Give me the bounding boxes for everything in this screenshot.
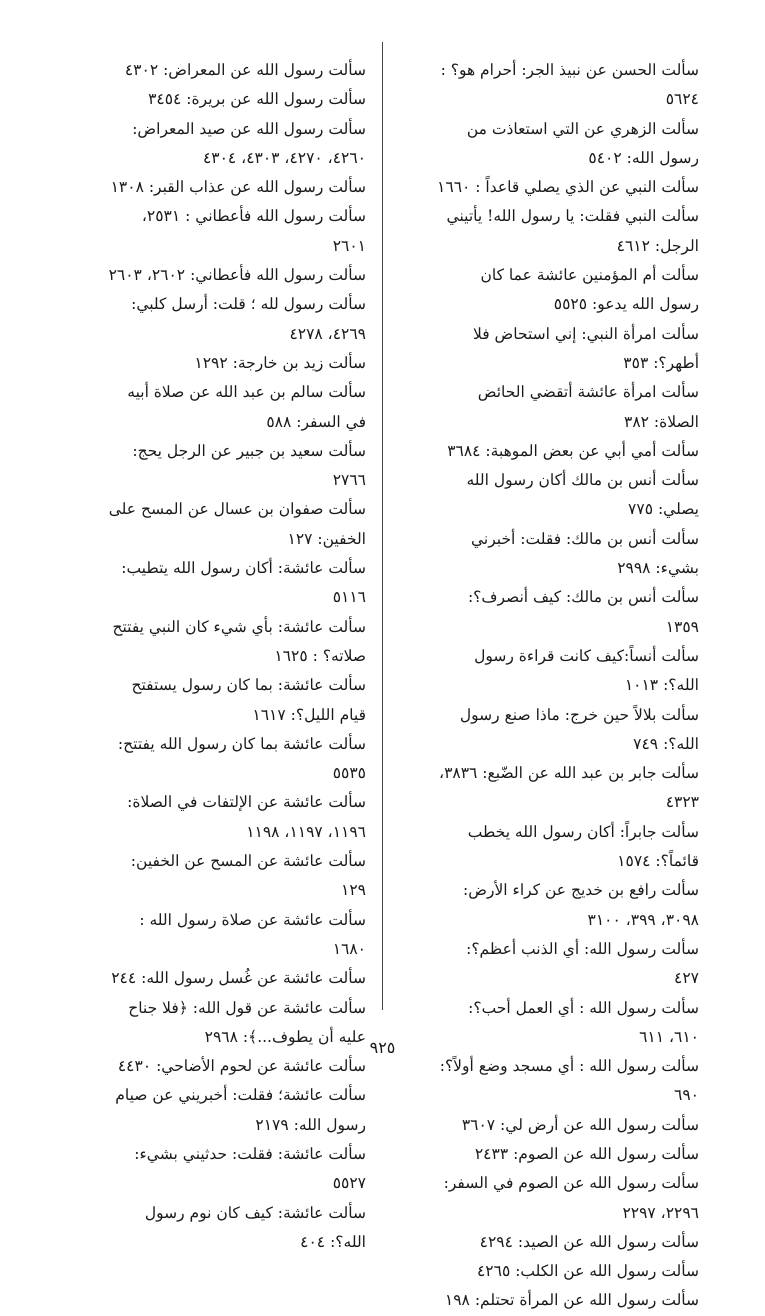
- index-column-left: [104, 56, 366, 1257]
- index-entry: سألت رسول الله عن بريرة: ٣٤٥٤: [148, 90, 366, 109]
- index-column-right: [437, 56, 699, 1316]
- index-entry: سألت رسول الله : أي العمل أحب؟: ٦١٠، ٦١١: [468, 998, 699, 1046]
- index-entry: سألت أم المؤمنين عائشة عما كان رسول الله يدعو: ٥٥٢٥: [480, 266, 699, 314]
- index-entry: سألت رسول الله عن المعراض: ٤٣٠٢: [124, 61, 366, 79]
- index-entry: سألت جابر بن عبد الله عن الضّبع: ٣٨٣٦، ٤٣٢٣: [439, 764, 699, 812]
- index-entry: سألت امرأة النبي: إني استحاض فلا أطهر؟: ٣٥٣: [472, 324, 699, 372]
- index-entry: سألت عائشة عن قول الله: ﴿فلا جناح عليه أن يطوف...﴾: ٢٩٦٨: [128, 998, 366, 1046]
- index-entry: سألت النبي فقلت: يا رسول الله! يأتيني الرجل: ٤٦١٢: [446, 207, 699, 255]
- index-entry: سألت أنس بن مالك: كيف أنصرف؟: ١٣٥٩: [467, 588, 699, 636]
- index-entry: سألت رسول الله فأعطاني: ٢٦٠٢، ٢٦٠٣: [108, 266, 366, 285]
- index-entry: سألت جابراً: أكان رسول الله يخطب قائماً؟: ١٥٧٤: [467, 822, 699, 871]
- index-entry: سألت عائشة: فقلت: حدثيني بشيء: ٥٥٢٧: [134, 1144, 366, 1193]
- index-entry: سألت الحسن عن نبيذ الجر: أحرام هو؟ : ٥٦٢٤: [440, 61, 699, 109]
- index-entry: سألت سعيد بن جبير عن الرجل يحج: ٢٧٦٦: [132, 441, 366, 490]
- index-entry: سألت عائشة: بما كان رسول يستفتح قيام الليل؟: ١٦١٧: [131, 676, 366, 724]
- index-entry: سألت عائشة عن غُسل رسول الله: ٢٤٤: [111, 969, 366, 988]
- index-entry: سألت رسول الله فأعطاني : ٢٥٣١، ٢٦٠١: [141, 207, 366, 255]
- index-entry: سألت الزهري عن التي استعاذت من رسول الله: ٥٤٠٢: [466, 119, 699, 167]
- page-number: ٩٢٥: [369, 1038, 396, 1057]
- index-entry: سألت رسول الله عن المرأة تحتلم: ١٩٨: [444, 1291, 699, 1310]
- index-entry: سألت امرأة عائشة أتقضي الحائض الصلاة: ٣٨٢: [477, 383, 699, 431]
- index-entry: سألت رسول لله ؛ قلت: أرسل كلبي: ٤٢٦٩، ٤٢٧٨: [131, 295, 366, 343]
- index-entry: سألت صفوان بن عسال عن المسح على الخفين: ١٢٧: [108, 500, 366, 548]
- index-entry: سألت رسول الله عن عذاب القبر: ١٣٠٨: [110, 178, 366, 197]
- index-entry: سألت أنس بن مالك أكان رسول الله يصلي: ٧٧٥: [466, 471, 699, 519]
- index-entry: سألت سالم بن عبد الله عن صلاة أبيه في السفر: ٥٨٨: [127, 383, 366, 431]
- index-entry: سألت رسول الله : أي مسجد وضع أولاً؟: ٦٩٠: [439, 1057, 699, 1105]
- index-entry: سألت عائشة عن لحوم الأضاحي: ٤٤٣٠: [117, 1057, 366, 1076]
- column-divider: [382, 42, 383, 1010]
- index-entry: سألت عائشة: كيف كان نوم رسول الله؟: ٤٠٤: [144, 1203, 366, 1251]
- index-entry: سألت النبي عن الذي يصلي قاعداً : ١٦٦٠: [437, 178, 699, 197]
- index-entry: سألت عائشة: أكان رسول الله يتطيب: ٥١١٦: [121, 559, 366, 607]
- index-entry: سألت رسول الله عن الصوم في السفر: ٢٢٩٦، ٢٢٩٧: [443, 1174, 699, 1222]
- index-entry: سألت أنساً:كيف كانت قراءة رسول الله؟: ١٠١٣: [474, 646, 699, 695]
- index-entry: سألت عائشة بما كان رسول الله يفتتح: ٥٥٣٥: [117, 734, 366, 783]
- index-entry: سألت عائشة عن المسح عن الخفين: ١٢٩: [130, 852, 366, 900]
- index-entry: سألت عائشة عن صلاة رسول الله : ١٦٨٠: [139, 910, 366, 958]
- index-entry: سألت عائشة عن الإلتفات في الصلاة: ١١٩٦، ١١٩٧، ١١٩٨: [127, 793, 366, 841]
- index-entry: سألت أنس بن مالك: فقلت: أخبرني بشيء: ٢٩٩٨: [471, 529, 699, 578]
- index-entry: سألت رافع بن خديج عن كراء الأرض: ٣٠٩٨، ٣٩٩، ٣١٠٠: [463, 881, 699, 929]
- index-entry: سألت أمي أبي عن بعض الموهبة: ٣٦٨٤: [447, 441, 699, 460]
- index-entry: سألت بلالاً حين خرج: ماذا صنع رسول الله؟: ٧٤٩: [459, 705, 699, 753]
- index-entry: سألت زيد بن خارجة: ١٢٩٢: [194, 353, 366, 372]
- index-entry: سألت رسول الله: أي الذنب أعظم؟: ٤٢٧: [466, 939, 699, 988]
- index-entry: سألت عائشة؛ فقلت: أخبريني عن صيام رسول الله: ٢١٧٩: [115, 1086, 366, 1134]
- index-entry: سألت رسول الله عن صيد المعراض: ٤٢٦٠، ٤٢٧٠، ٤٣٠٣، ٤٣٠٤: [132, 119, 366, 167]
- index-entry: سألت رسول الله عن الكلب: ٤٢٦٥: [476, 1262, 699, 1281]
- index-entry: سألت رسول الله عن أرض لي: ٣٦٠٧: [461, 1115, 699, 1134]
- index-entry: سألت رسول الله عن الصوم: ٢٤٣٣: [474, 1144, 699, 1163]
- index-entry: سألت رسول الله عن الصيد: ٤٢٩٤: [479, 1232, 699, 1251]
- index-entry: سألت عائشة: بأي شيء كان النبي يفتتح صلاته؟ : ١٦٢٥: [112, 617, 366, 665]
